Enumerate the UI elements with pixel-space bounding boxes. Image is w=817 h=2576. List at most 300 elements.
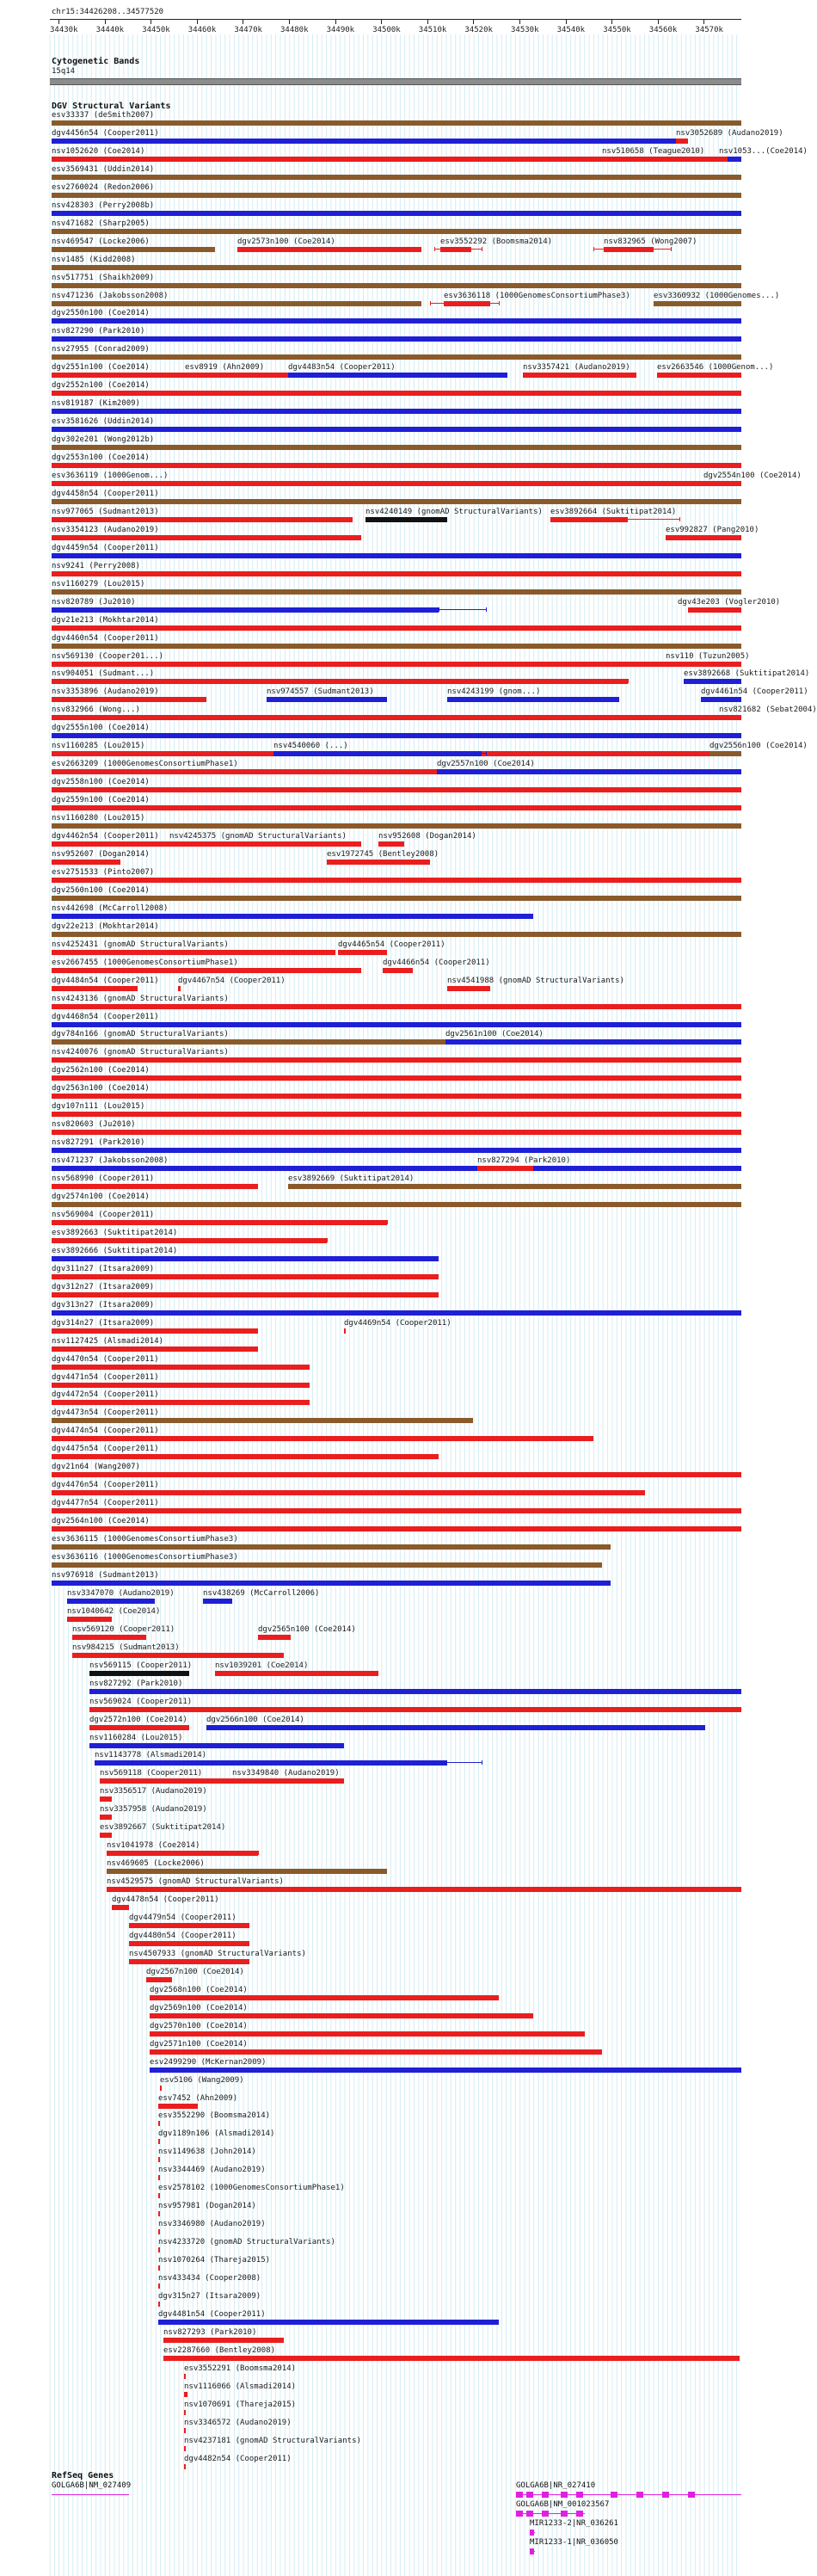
variant-bar[interactable] [52,445,741,450]
variant-bar[interactable] [72,1635,146,1640]
variant-label[interactable]: dgv4478n54 (Cooper2011) [112,1895,219,1905]
variant-bar[interactable] [52,301,421,306]
variant-bar[interactable] [52,1130,741,1135]
variant-label[interactable]: nsv4541988 (gnomAD StructuralVariants) [447,976,624,985]
variant-bar[interactable] [52,1148,741,1153]
variant-label[interactable]: dgv4475n54 (Cooper2011) [52,1445,159,1454]
variant-label[interactable]: nsv1116066 (Alsmadi2014) [184,2382,297,2391]
variant-label[interactable]: nsv1053...(Coe2014) [719,146,808,156]
variant-bar[interactable] [666,535,741,540]
variant-bar[interactable] [100,1778,249,1784]
variant-label[interactable]: nsv821682 (Sebat2004) [719,706,817,715]
variant-label[interactable]: nsv1041978 (Coe2014) [107,1841,200,1851]
variant-bar[interactable] [52,265,741,270]
variant-label[interactable]: dgv2562n100 (Coe2014) [52,1066,150,1075]
variant-label[interactable]: nsv974557 (Sudmant2013) [267,687,374,697]
variant-bar[interactable] [52,1274,439,1279]
variant-label[interactable]: nsv1070264 (Thareja2015) [158,2256,271,2265]
gene-exon[interactable] [662,2492,669,2498]
variant-bar[interactable] [67,1599,155,1604]
variant-bar[interactable] [52,391,741,396]
variant-bar[interactable] [158,2104,198,2109]
variant-label[interactable]: esv33337 (deSmith2007) [52,111,155,120]
variant-bar[interactable] [52,373,301,378]
variant-bar[interactable] [52,1365,310,1370]
variant-bar[interactable] [184,2446,186,2451]
variant-label[interactable]: nsv4245375 (gnomAD StructuralVariants) [169,832,347,841]
variant-bar[interactable] [52,607,439,613]
variant-bar[interactable] [163,2338,284,2343]
variant-bar[interactable] [550,517,628,522]
variant-label[interactable]: dgv21e213 (Mokhtar2014) [52,615,159,625]
variant-bar[interactable] [288,373,507,378]
variant-label[interactable]: esv3552290 (Boomsma2014) [158,2111,271,2121]
variant-bar[interactable] [52,571,741,576]
gene-label[interactable]: MIR1233-2|NR_036261 [530,2519,618,2528]
variant-label[interactable]: dgv4473n54 (Cooper2011) [52,1408,159,1418]
variant-bar[interactable] [184,2410,186,2415]
gene-exon[interactable] [561,2492,568,2498]
variant-label[interactable]: nsv904051 (Sudmant...) [52,669,155,679]
variant-label[interactable]: nsv827294 (Park2010) [477,1156,571,1166]
variant-label[interactable]: esv2663209 (1000GenomesConsortiumPhase1) [52,760,238,769]
variant-label[interactable]: dgv4466n54 (Cooper2011) [383,958,490,967]
variant-label[interactable]: dgv313n27 (Itsara2009) [52,1300,155,1310]
variant-bar[interactable] [288,1184,741,1189]
gene-exon[interactable] [526,2492,533,2498]
gene-exon[interactable] [636,2492,643,2498]
variant-label[interactable]: dgv2551n100 (Coe2014) [52,363,150,373]
variant-label[interactable]: nsv832966 (Wong...) [52,706,140,715]
variant-label[interactable]: dgv2556n100 (Coe2014) [710,742,808,751]
variant-label[interactable]: dgv2552n100 (Coe2014) [52,381,150,391]
variant-label[interactable]: dgv21n64 (Wang2007) [52,1463,140,1472]
variant-label[interactable]: nsv1149638 (John2014) [158,2148,256,2157]
variant-bar[interactable] [710,751,741,756]
variant-label[interactable]: esv2667455 (1000GenomesConsortiumPhase1) [52,958,238,967]
variant-bar[interactable] [52,1508,741,1513]
variant-bar[interactable] [52,1454,439,1459]
variant-label[interactable]: dgv4476n54 (Cooper2011) [52,1481,159,1490]
variant-label[interactable]: esv2499290 (McKernan2009) [150,2057,267,2067]
variant-label[interactable]: dgv2563n100 (Coe2014) [52,1084,150,1094]
variant-bar[interactable] [237,247,421,252]
variant-label[interactable]: esv992827 (Pang2010) [666,525,759,534]
variant-bar[interactable] [184,2428,186,2433]
variant-label[interactable]: nsv1052620 (Coe2014) [52,146,145,156]
variant-bar[interactable] [267,697,387,702]
gene-exon[interactable] [611,2492,617,2498]
variant-label[interactable]: esv3636116 (1000GenomesConsortiumPhase3) [52,1553,238,1562]
variant-bar[interactable] [52,968,361,973]
variant-label[interactable]: dgv4468n54 (Cooper2011) [52,1012,159,1021]
variant-bar[interactable] [52,805,741,810]
variant-label[interactable]: nsv569130 (Cooper201...) [52,651,164,661]
variant-bar[interactable] [344,1328,346,1334]
variant-bar[interactable] [150,2068,741,2073]
variant-label[interactable]: nsv442698 (McCarroll2008) [52,903,169,913]
variant-bar[interactable] [52,318,741,324]
variant-bar[interactable] [52,409,741,414]
variant-label[interactable]: dgv2568n100 (Coe2014) [150,1985,248,1994]
variant-label[interactable]: esv2578102 (1000GenomesConsortiumPhase1) [158,2184,345,2193]
variant-label[interactable]: nsv3346980 (Audano2019) [158,2220,266,2229]
variant-label[interactable]: dgv4460n54 (Cooper2011) [52,633,159,643]
variant-bar[interactable] [52,1418,473,1423]
variant-bar[interactable] [52,860,120,865]
variant-bar[interactable] [444,301,490,306]
variant-label[interactable]: nsv4240149 (gnomAD StructuralVariants) [366,507,543,516]
variant-bar[interactable] [158,2121,160,2126]
variant-bar[interactable] [52,1220,387,1225]
variant-label[interactable]: nsv827290 (Park2010) [52,327,145,336]
variant-label[interactable]: dgv2569n100 (Coe2014) [150,2003,248,2012]
variant-label[interactable]: dgv2560n100 (Coe2014) [52,885,150,895]
gene-exon[interactable] [576,2511,583,2517]
gene-exon[interactable] [516,2511,523,2517]
variant-label[interactable]: nsv4233720 (gnomAD StructuralVariants) [158,2238,335,2247]
variant-bar[interactable] [89,1707,741,1712]
variant-bar[interactable] [52,626,741,631]
variant-label[interactable]: esv1972745 (Bentley2008) [327,849,439,859]
variant-label[interactable]: esv2663546 (1000Genom...) [657,363,774,373]
variant-bar[interactable] [95,1760,447,1766]
variant-label[interactable]: dgv4477n54 (Cooper2011) [52,1499,159,1508]
variant-label[interactable]: dgv2572n100 (Coe2014) [89,1715,187,1724]
variant-bar[interactable] [158,2193,160,2198]
variant-bar[interactable] [107,1887,741,1892]
gene-exon[interactable] [530,2530,534,2536]
variant-label[interactable]: dgv314n27 (Itsara2009) [52,1318,155,1328]
variant-bar[interactable] [52,1075,741,1081]
variant-bar[interactable] [198,841,249,847]
variant-bar[interactable] [437,769,741,774]
variant-label[interactable]: nsv4540060 (...) [273,742,348,751]
variant-label[interactable]: dgv2571n100 (Coe2014) [150,2039,248,2049]
variant-label[interactable]: nsv3052689 (Audano2019) [676,128,783,138]
gene-label[interactable]: MIR1233-1|NR_036050 [530,2538,618,2547]
variant-label[interactable]: esv3892669 (Suktitipat2014) [288,1174,415,1184]
variant-bar[interactable] [52,1347,258,1352]
variant-bar[interactable] [445,1039,741,1045]
variant-label[interactable]: dgv4470n54 (Cooper2011) [52,1354,159,1364]
variant-label[interactable]: dgv4465n54 (Cooper2011) [338,940,445,949]
variant-bar[interactable] [378,841,404,847]
variant-label[interactable]: nsv3353896 (Audano2019) [52,687,159,697]
variant-label[interactable]: nsv819187 (Kim2009) [52,399,140,409]
variant-label[interactable]: dgv784n166 (gnomAD StructuralVariants) [52,1030,229,1039]
variant-bar[interactable] [107,1851,258,1856]
variant-bar[interactable] [52,914,533,919]
variant-bar[interactable] [89,1689,741,1694]
variant-label[interactable]: nsv1039201 (Coe2014) [215,1661,309,1670]
variant-bar[interactable] [52,1238,327,1243]
variant-label[interactable]: esv3892668 (Suktitipat2014) [684,669,810,679]
variant-bar[interactable] [215,1671,378,1676]
variant-label[interactable]: nsv820603 (Ju2010) [52,1120,136,1130]
variant-bar[interactable] [52,193,741,198]
variant-bar[interactable] [52,247,215,252]
variant-bar[interactable] [112,1905,129,1910]
variant-bar[interactable] [688,607,741,613]
variant-label[interactable]: nsv3354123 (Audano2019) [52,525,159,534]
variant-bar[interactable] [52,229,741,234]
variant-label[interactable]: nsv952608 (Dogan2014) [378,832,476,841]
variant-label[interactable]: dgv1189n106 (Alsmadi2014) [158,2129,275,2139]
variant-label[interactable]: esv8919 (Ahn2009) [185,363,265,373]
variant-bar[interactable] [178,986,181,991]
variant-bar[interactable] [602,157,705,162]
gene-label[interactable]: GOLGA6B|NM_001023567 [516,2500,610,2509]
variant-bar[interactable] [666,662,688,667]
variant-bar[interactable] [158,2247,160,2252]
variant-label[interactable]: dgv43e203 (Vogler2010) [678,597,781,607]
variant-label[interactable]: dgv4483n54 (Cooper2011) [288,363,396,373]
gene-exon[interactable] [542,2511,549,2517]
variant-bar[interactable] [440,247,471,252]
variant-label[interactable]: nsv3357958 (Audano2019) [100,1805,207,1815]
variant-label[interactable]: esv3581626 (Uddin2014) [52,417,155,427]
variant-label[interactable]: dgv302e201 (Wong2012b) [52,435,155,445]
variant-bar[interactable] [158,2211,160,2216]
variant-bar[interactable] [67,1617,112,1622]
variant-bar[interactable] [72,1653,284,1658]
variant-label[interactable]: dgv2570n100 (Coe2014) [150,2021,248,2031]
variant-bar[interactable] [52,733,741,738]
variant-label[interactable]: esv2760024 (Redon2006) [52,182,155,192]
variant-bar[interactable] [684,679,741,684]
variant-bar[interactable] [703,481,741,486]
variant-bar[interactable] [52,1581,611,1586]
variant-bar[interactable] [52,211,741,216]
variant-label[interactable]: esv3569431 (Uddin2014) [52,164,155,174]
variant-bar[interactable] [129,1941,249,1946]
variant-bar[interactable] [184,2464,186,2469]
variant-label[interactable]: nsv569024 (Cooper2011) [89,1697,193,1706]
variant-bar[interactable] [52,517,353,522]
variant-bar[interactable] [158,2302,160,2307]
variant-bar[interactable] [447,986,490,991]
variant-bar[interactable] [52,896,741,901]
gene-exon[interactable] [516,2492,523,2498]
variant-bar[interactable] [52,1472,741,1477]
variant-label[interactable]: nsv433434 (Cooper2008) [158,2274,261,2283]
variant-bar[interactable] [273,751,482,756]
variant-bar[interactable] [52,553,741,558]
variant-label[interactable]: esv3636119 (1000Genom...) [52,471,169,480]
variant-label[interactable]: nsv3349840 (Audano2019) [232,1769,340,1778]
variant-bar[interactable] [523,373,636,378]
variant-label[interactable]: nsv1143778 (Alsmadi2014) [95,1751,207,1760]
variant-label[interactable]: dgv4461n54 (Cooper2011) [701,687,808,697]
variant-bar[interactable] [52,950,335,955]
variant-bar[interactable] [158,2320,499,2325]
variant-bar[interactable] [232,1778,344,1784]
variant-bar[interactable] [89,1725,189,1730]
variant-bar[interactable] [52,535,361,540]
variant-label[interactable]: dgv4471n54 (Cooper2011) [52,1372,159,1382]
gene-exon[interactable] [542,2492,549,2498]
variant-label[interactable]: nsv471237 (Jakobsson2008) [52,1156,169,1166]
variant-bar[interactable] [146,1977,172,1982]
variant-label[interactable]: dgv4456n54 (Cooper2011) [52,128,159,138]
variant-label[interactable]: nsv1127425 (Alsmadi2014) [52,1336,164,1346]
variant-label[interactable]: nsv1485 (Kidd2008) [52,255,136,264]
variant-label[interactable]: esv3636118 (1000GenomesConsortiumPhase3) [444,291,630,300]
variant-label[interactable]: dgv2553n100 (Coe2014) [52,453,150,463]
variant-label[interactable]: nsv569120 (Cooper2011) [72,1624,175,1634]
variant-bar[interactable] [158,2157,160,2162]
variant-label[interactable]: dgv2555n100 (Coe2014) [52,724,150,733]
variant-bar[interactable] [52,1112,741,1117]
variant-label[interactable]: nsv438269 (McCarroll2006) [203,1588,320,1598]
variant-bar[interactable] [258,1635,291,1640]
variant-bar[interactable] [52,120,741,126]
variant-bar[interactable] [52,499,741,504]
variant-bar[interactable] [701,697,741,702]
variant-bar[interactable] [366,517,447,522]
variant-bar[interactable] [52,1562,602,1568]
variant-label[interactable]: dgv2566n100 (Coe2014) [206,1715,304,1724]
variant-bar[interactable] [100,1833,112,1838]
variant-bar[interactable] [654,301,741,306]
variant-bar[interactable] [203,1599,232,1604]
variant-label[interactable]: dgv4479n54 (Cooper2011) [129,1914,236,1922]
variant-label[interactable]: nsv428303 (Perry2008b) [52,200,155,210]
variant-bar[interactable] [657,373,741,378]
variant-bar[interactable] [52,1166,741,1171]
variant-label[interactable]: nsv569004 (Cooper2011) [52,1210,155,1219]
variant-label[interactable]: nsv569118 (Cooper2011) [100,1769,203,1778]
variant-bar[interactable] [52,1310,741,1316]
gene-exon[interactable] [526,2511,533,2517]
variant-bar[interactable] [206,1725,705,1730]
variant-label[interactable]: nsv517751 (Shaikh2009) [52,273,155,282]
variant-bar[interactable] [719,715,741,720]
variant-label[interactable]: dgv312n27 (Itsara2009) [52,1282,155,1291]
variant-label[interactable]: dgv2550n100 (Coe2014) [52,309,150,318]
variant-bar[interactable] [158,2265,160,2271]
variant-bar[interactable] [52,283,741,288]
variant-label[interactable]: esv3636115 (1000GenomesConsortiumPhase3) [52,1535,238,1544]
variant-bar[interactable] [52,1328,258,1334]
variant-bar[interactable] [52,878,741,883]
variant-bar[interactable] [52,1490,645,1495]
variant-label[interactable]: esv3552291 (Boomsma2014) [184,2363,297,2373]
variant-bar[interactable] [52,823,741,829]
variant-bar[interactable] [150,2049,602,2055]
variant-bar[interactable] [52,463,741,468]
variant-label[interactable]: nsv827293 (Park2010) [163,2327,257,2337]
variant-label[interactable]: nsv510658 (Teague2010) [602,146,705,156]
variant-bar[interactable] [52,1202,741,1207]
variant-label[interactable]: dgv4458n54 (Cooper2011) [52,489,159,498]
variant-label[interactable]: dgv2573n100 (Coe2014) [237,237,335,246]
variant-label[interactable]: esv3892667 (Suktitipat2014) [100,1823,226,1833]
variant-bar[interactable] [52,354,741,360]
variant-label[interactable]: dgv311n27 (Itsara2009) [52,1264,155,1273]
variant-label[interactable]: esv3360932 (1000Genomes...) [654,291,780,300]
variant-label[interactable]: nsv1040642 (Coe2014) [67,1606,161,1616]
variant-bar[interactable] [52,679,628,684]
variant-label[interactable]: nsv27955 (Conrad2009) [52,345,150,354]
variant-label[interactable]: nsv820789 (Ju2010) [52,597,136,607]
variant-label[interactable]: nsv4529575 (gnomAD StructuralVariants) [107,1877,284,1887]
variant-bar[interactable] [107,1869,387,1874]
variant-label[interactable]: nsv568990 (Cooper2011) [52,1174,155,1184]
variant-bar[interactable] [52,1544,611,1550]
gene-label[interactable]: GOLGA6B|NM_027409 [52,2481,132,2490]
variant-bar[interactable] [52,715,741,720]
variant-label[interactable]: dgv4462n54 (Cooper2011) [52,832,159,841]
gene-exon[interactable] [688,2492,695,2498]
variant-bar[interactable] [150,1995,499,2000]
variant-bar[interactable] [52,1383,310,1388]
variant-label[interactable]: dgv107n111 (Lou2015) [52,1102,145,1112]
variant-bar[interactable] [129,1923,249,1928]
variant-label[interactable]: dgv4480n54 (Cooper2011) [129,1931,236,1940]
variant-label[interactable]: esv3892666 (Suktitipat2014) [52,1246,178,1255]
variant-label[interactable]: nsv827291 (Park2010) [52,1138,145,1148]
variant-bar[interactable] [383,968,413,973]
variant-label[interactable]: dgv2557n100 (Coe2014) [437,760,535,769]
variant-label[interactable]: nsv3357421 (Audano2019) [523,363,630,373]
variant-label[interactable]: nsv469605 (Locke2006) [107,1859,205,1869]
variant-bar[interactable] [158,2139,160,2144]
variant-bar[interactable] [184,2374,186,2379]
variant-label[interactable]: dgv4482n54 (Cooper2011) [184,2454,292,2463]
variant-bar[interactable] [160,2086,162,2091]
variant-label[interactable]: dgv4467n54 (Cooper2011) [178,976,286,985]
variant-label[interactable]: nsv4507933 (gnomAD StructuralVariants) [129,1949,306,1958]
variant-label[interactable]: nsv977065 (Sudmant2013) [52,507,159,516]
variant-label[interactable]: nsv957981 (Dogan2014) [158,2202,256,2211]
variant-label[interactable]: dgv4474n54 (Cooper2011) [52,1427,159,1436]
variant-bar[interactable] [150,2031,585,2037]
variant-bar[interactable] [52,427,741,432]
variant-label[interactable]: nsv9241 (Perry2008) [52,561,140,570]
variant-bar[interactable] [676,139,688,144]
variant-bar[interactable] [52,986,138,991]
variant-bar[interactable] [52,644,741,649]
variant-label[interactable]: nsv3346572 (Audano2019) [184,2418,292,2427]
variant-label[interactable]: nsv1160284 (Lou2015) [89,1733,183,1742]
variant-bar[interactable] [185,373,194,378]
variant-bar[interactable] [728,157,741,162]
gene-exon[interactable] [576,2492,583,2498]
variant-bar[interactable] [52,1256,439,1261]
variant-bar[interactable] [447,697,619,702]
variant-label[interactable]: dgv2574n100 (Coe2014) [52,1192,150,1201]
variant-bar[interactable] [158,2283,160,2289]
variant-bar[interactable] [89,1671,189,1676]
variant-label[interactable]: dgv22e213 (Mokhtar2014) [52,921,159,931]
variant-bar[interactable] [52,139,688,144]
gene-label[interactable]: GOLGA6B|NR_027410 [516,2481,596,2490]
variant-label[interactable]: dgv2564n100 (Coe2014) [52,1517,150,1526]
variant-label[interactable]: nsv827292 (Park2010) [89,1679,183,1688]
variant-label[interactable]: dgv4459n54 (Cooper2011) [52,543,159,552]
variant-label[interactable]: esv3552292 (Boomsma2014) [440,237,553,246]
variant-label[interactable]: nsv3347070 (Audano2019) [67,1588,175,1598]
variant-bar[interactable] [52,1436,593,1441]
variant-label[interactable]: nsv569115 (Cooper2011) [89,1661,193,1670]
variant-label[interactable]: nsv1160279 (Lou2015) [52,579,145,589]
gene-exon[interactable] [561,2511,568,2517]
variant-bar[interactable] [52,662,741,667]
variant-label[interactable]: nsv984215 (Sudmant2013) [72,1642,180,1652]
variant-label[interactable]: esv3892664 (Suktitipat2014) [550,507,677,516]
